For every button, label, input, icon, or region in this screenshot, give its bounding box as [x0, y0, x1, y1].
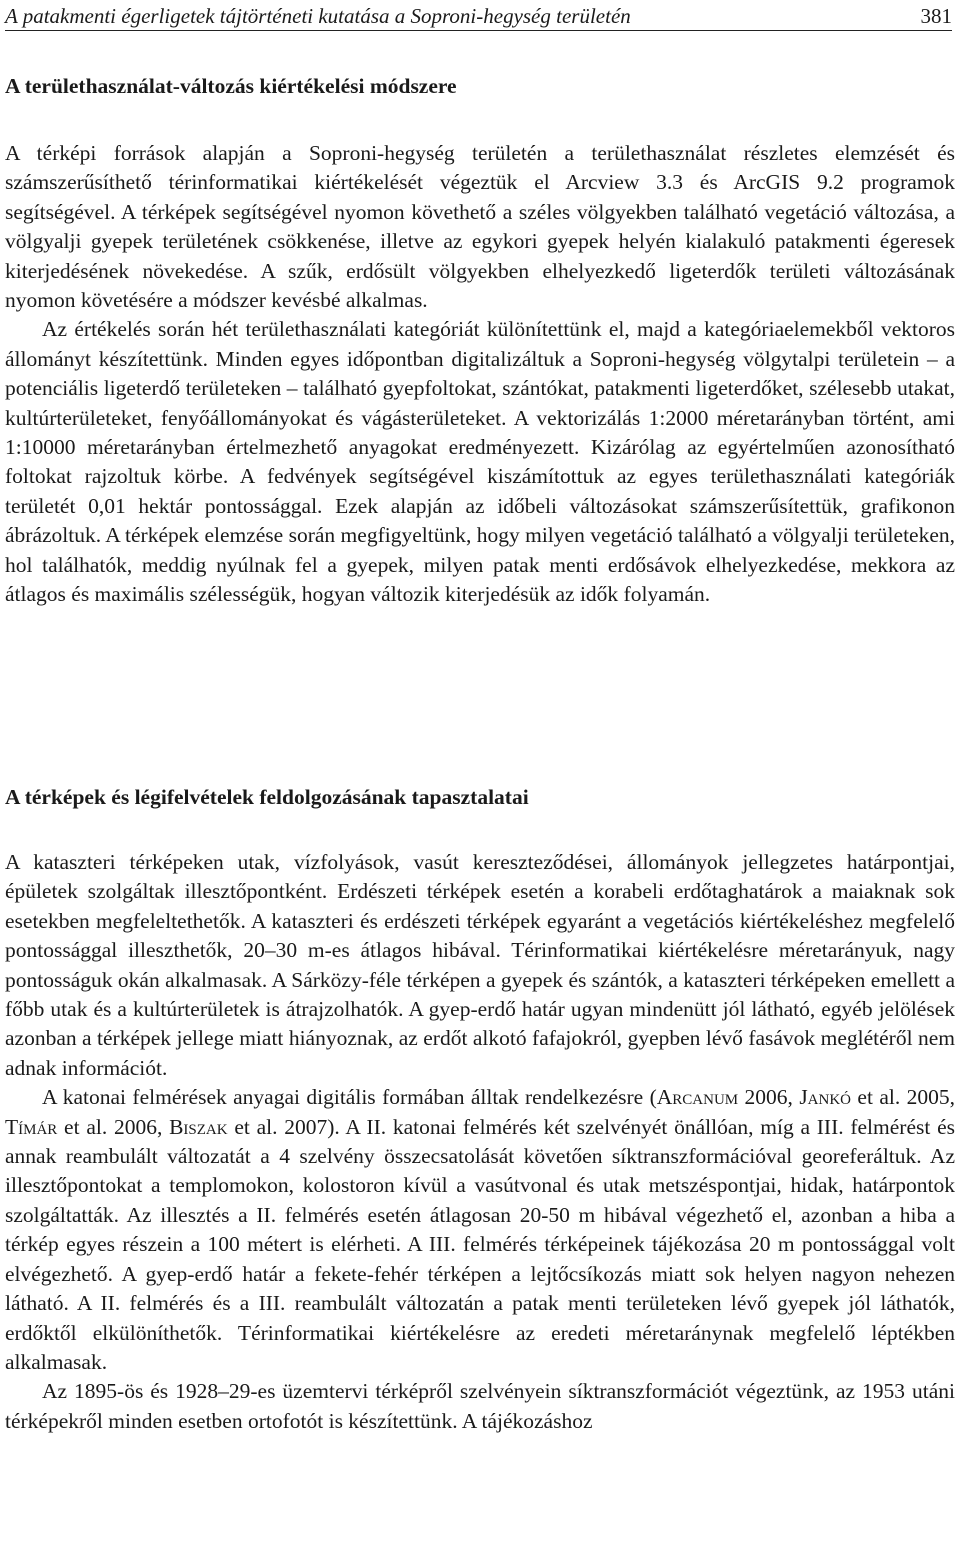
section-heading-method: A területhasználat-változás kiértékelési módszere [5, 74, 457, 98]
paragraph-method-2: Az értékelés során hét területhasználati kategóriát különítettünk el, majd a kategóriaelemekből vektoros állományt készítettünk. Minden egyes időpontban digitalizáltuk a Soproni-hegység völgytalpi területein – a potenciális ligeterdő területeken – található gyepfoltokat, szántókat, patakmenti ligeterdőket, szélesebb utakat, kultúrterületeket, fenyőállományokat és vágásterületeket. A vektorizálás 1:2000 méretarányban történt, ami 1:10000 méretarányban értelmezhető anyagokat eredményezett. Kizárólag az egyértelműen azonosítható foltokat rajzoltuk körbe. A fedvények segítségével kiszámítottuk az egyes területhasználati kategóriák területét 0,01 hektár pontossággal. Ezek alapján az időbeli változásokat számszerűsítettük, grafikonon ábrázoltuk. A térképek elemzése során megfigyeltünk, hogy milyen vegetáció található a völgyalji területeken, hol találhatók, meddig nyúlnak fel a gyepek, milyen patak menti erdősávok elhelyezkedése, mekkora az átlagos és maximális szélességük, hogyan változik kiterjedésük az idők folyamán. [5, 317, 955, 607]
running-title: A patakmenti égerligetek tájtörténeti kutatása a Soproni-hegység területén [5, 4, 631, 28]
paragraph-text: 2006, [738, 1085, 800, 1110]
section-heading-maps: A térképek és légifelvételek feldolgozásának tapasztalatai [5, 785, 529, 809]
page-number: 381 [920, 4, 952, 28]
paragraph-text: et al. 2007). A II. katonai felmérés két szelvényét önállóan, míg a III. felmérést és annak reambulált változatát a 4 szelvény összecsatolását követően síktranszformációval georeferáltuk. Az illesztőpontokat a templomokon, kolostoron kívül a vasútvonal és utak metszéspontjai, hidak, határpontok szolgáltatták. Az illesztés a II. felmérés esetén átlagosan 20-50 m hibával végezhető el, azonban a hiba a térkép egyes részein a 100 métert is elérheti. A III. felmérés térképeinek tájékozása 20 m pontossággal volt elvégezhető. A gyep-erdő határ a fekete-fehér térképen a lejtőcsíkozás miatt sok helyen nagyon nehezen látható. A II. felmérés és a III. reambulált változatán a patak menti területeken lévő gyepek jól láthatók, erdőktől elkülöníthetők. Térinformatikai kiértékelésre az eredeti méretaránynak megfelelő léptékben alkalmasak. [5, 1114, 955, 1374]
citation-author-arcanum: Arcanum [656, 1085, 739, 1110]
paragraph-text: et al. 2006, [57, 1114, 170, 1139]
section-method-body [5, 139, 955, 610]
citation-author-janko: Jankó [799, 1085, 852, 1110]
citation-author-timar: Tímár [5, 1114, 58, 1139]
running-header [5, 4, 952, 31]
paragraph-maps-3: Az 1895-ös és 1928–29-es üzemtervi térképről szelvényein síktranszformációt végeztünk, az 1953 utáni térképekről minden esetben ortofotót is készítettünk. A tájékozáshoz [5, 1379, 955, 1433]
section-maps-body [5, 848, 955, 1436]
citation-author-biszak: Biszak [169, 1114, 228, 1139]
paragraph-text: A katonai felmérések anyagai digitális formában álltak rendelkezésre ( [42, 1085, 657, 1110]
paragraph-method-1: A térképi források alapján a Soproni-hegység területén a területhasználat részletes elemzését és számszerűsíthető térinformatikai kiértékelését végeztük el Arcview 3.3 és ArcGIS 9.2 programok segítségével. A térképek segítségével nyomon követhető a széles völgyekben található vegetáció változása, a völgyalji gyepek területének csökkenése, illetve az egykori gyepek helyén kialakuló patakmenti égeresek kiterjedésének növekedése. A szűk, erdősült völgyekben elhelyezkedő ligeterdők területi változásának nyomon követésére a módszer kevésbé alkalmas. [5, 141, 955, 313]
paragraph-maps-2 [5, 1083, 955, 1377]
paragraph-text: et al. 2005, [851, 1085, 956, 1110]
paragraph-maps-1: A kataszteri térképeken utak, vízfolyások, vasút kereszteződései, állományok jellegzetes határpontjai, épületek szolgáltak illesztőpontként. Erdészeti térképek esetén a korabeli erdőtaghatárok a maiaknak sok esetekben megfeleltethetők. A kataszteri és erdészeti térképek egyaránt a vegetációs kiértékeléshez megfelelő pontossággal illeszthetők, 20–30 m-es átlagos hibával. Térinformatikai kiértékelésre méretarányuk, nagy pontosságuk okán alkalmasak. A Sárközy-féle térképen a gyepek és szántók, a kataszteri térképeken emellett a főbb utak és a kultúrterületek is átrajzolhatók. A gyep-erdő határ ugyan mindenütt jól látható, egyéb jelölések azonban a térképek jellege miatt hiányoznak, az erdőt alkotó fafajokról, gyepben lévő fasávok meglétéről nem adnak információt. [5, 850, 955, 1080]
